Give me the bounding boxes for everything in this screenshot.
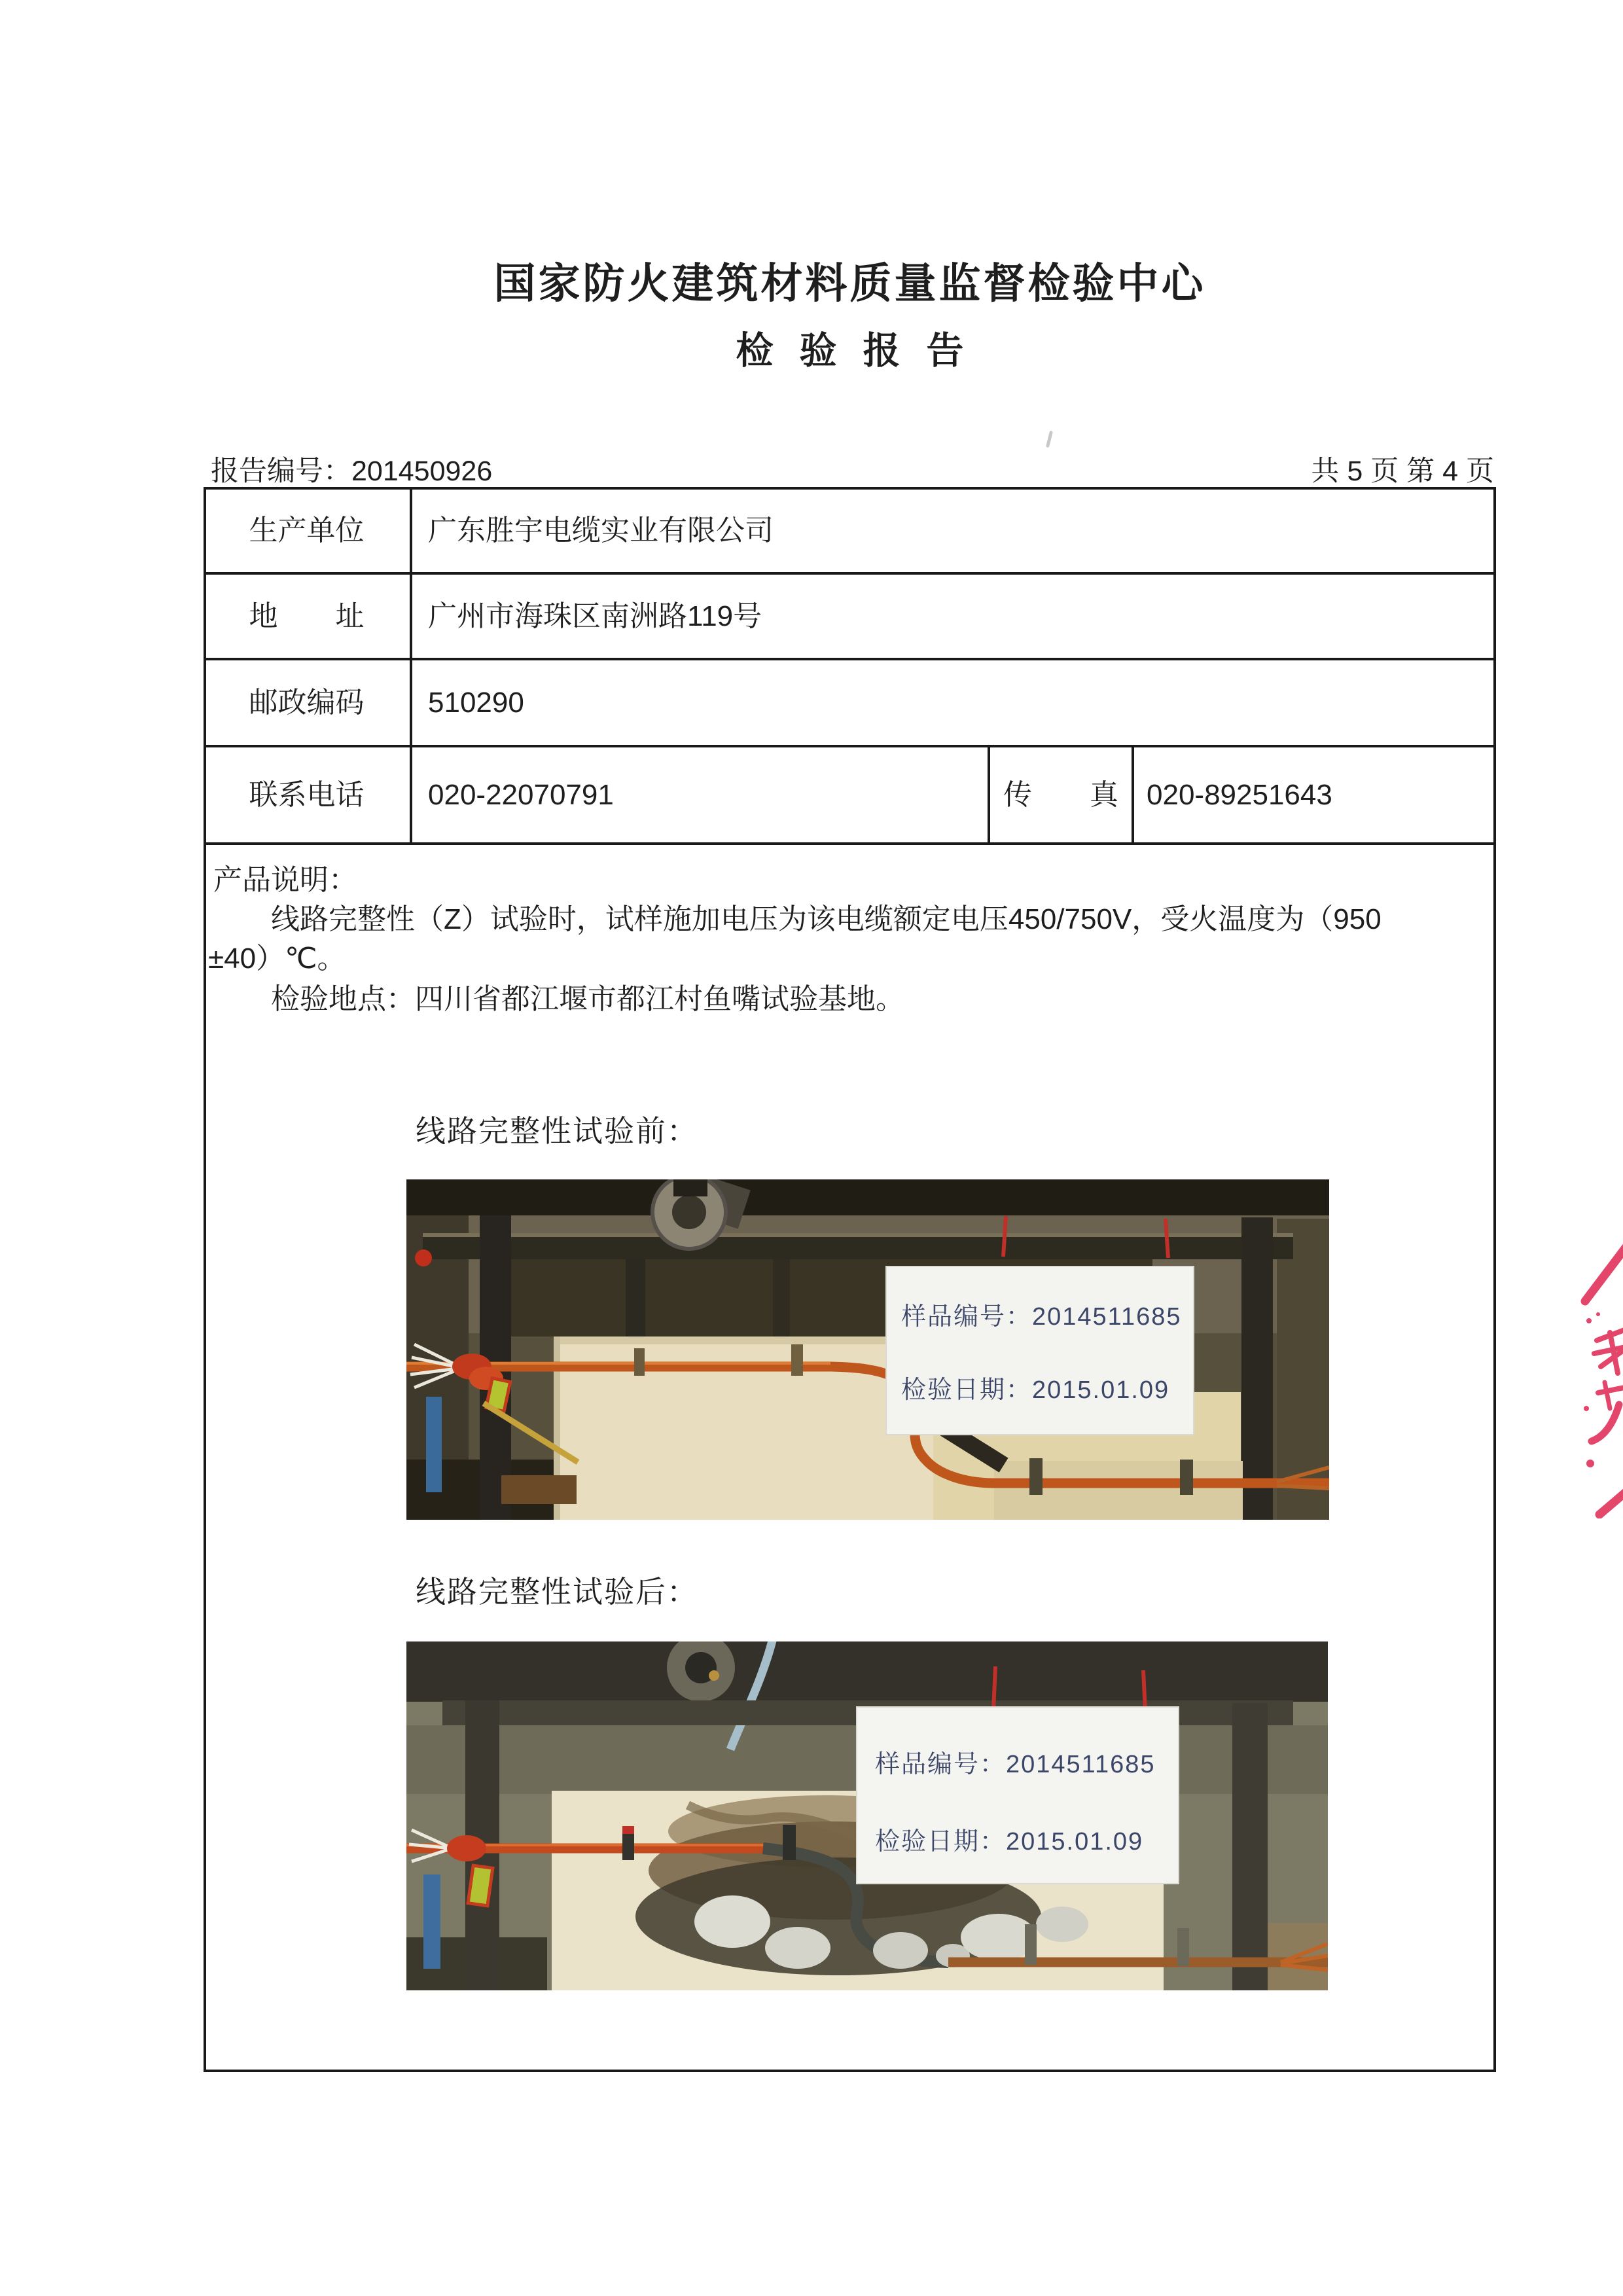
row-phone-value: 020-22070791 xyxy=(428,779,614,811)
sample-number-text: 样品编号：2014511685 xyxy=(901,1303,1182,1331)
row-fax-label: 传 真 xyxy=(1003,779,1118,811)
row-address-value: 广州市海珠区南洲路119号 xyxy=(428,600,762,632)
inspection-date-text: 检验日期：2015.01.09 xyxy=(875,1828,1144,1856)
page-title: 国家防火建筑材料质量监督检验中心 xyxy=(493,260,1206,307)
report-number-label: 报告编号： xyxy=(211,456,351,487)
row-postcode-value: 510290 xyxy=(428,687,524,719)
report-number xyxy=(211,449,492,489)
product-description-line: ±40）℃。 xyxy=(208,942,346,975)
photo-after xyxy=(406,1641,1328,1990)
report-subtitle: 检验报告 xyxy=(736,330,990,372)
scan-speck xyxy=(1046,431,1053,448)
row-postcode-label: 邮政编码 xyxy=(249,687,365,719)
photo-before xyxy=(406,1179,1329,1520)
report-number-value: 201450926 xyxy=(351,456,493,487)
row-producer-value: 广东胜宇电缆实业有限公司 xyxy=(428,514,774,547)
product-description-line: 检验地点：四川省都江堰市都江村鱼嘴试验基地。 xyxy=(213,983,904,1015)
table-row-divider xyxy=(204,842,1496,845)
table-column-divider xyxy=(410,487,412,845)
row-phone-label: 联系电话 xyxy=(249,779,365,811)
product-description-heading: 产品说明： xyxy=(213,864,357,896)
page-indicator: 共 5 页 第 4 页 xyxy=(1311,456,1494,487)
product-description-line: 线路完整性（Z）试验时，试样施加电压为该电缆额定电压450/750V，受火温度为（950 xyxy=(213,903,1382,935)
inspection-date-text: 检验日期：2015.01.09 xyxy=(901,1376,1170,1404)
red-seal-fragment xyxy=(1578,1237,1623,1518)
photo-after-caption: 线路完整性试验后： xyxy=(416,1575,698,1609)
report-meta-row xyxy=(211,449,1494,489)
row-fax-value: 020-89251643 xyxy=(1147,779,1332,811)
photo-before-caption: 线路完整性试验前： xyxy=(416,1114,698,1148)
row-producer-label: 生产单位 xyxy=(249,514,365,547)
sample-label-card xyxy=(886,1266,1194,1435)
sample-label-card xyxy=(857,1707,1179,1884)
row-address-label: 地 址 xyxy=(249,600,365,632)
sample-number-text: 样品编号：2014511685 xyxy=(875,1751,1156,1778)
table-column-divider xyxy=(1132,745,1134,845)
